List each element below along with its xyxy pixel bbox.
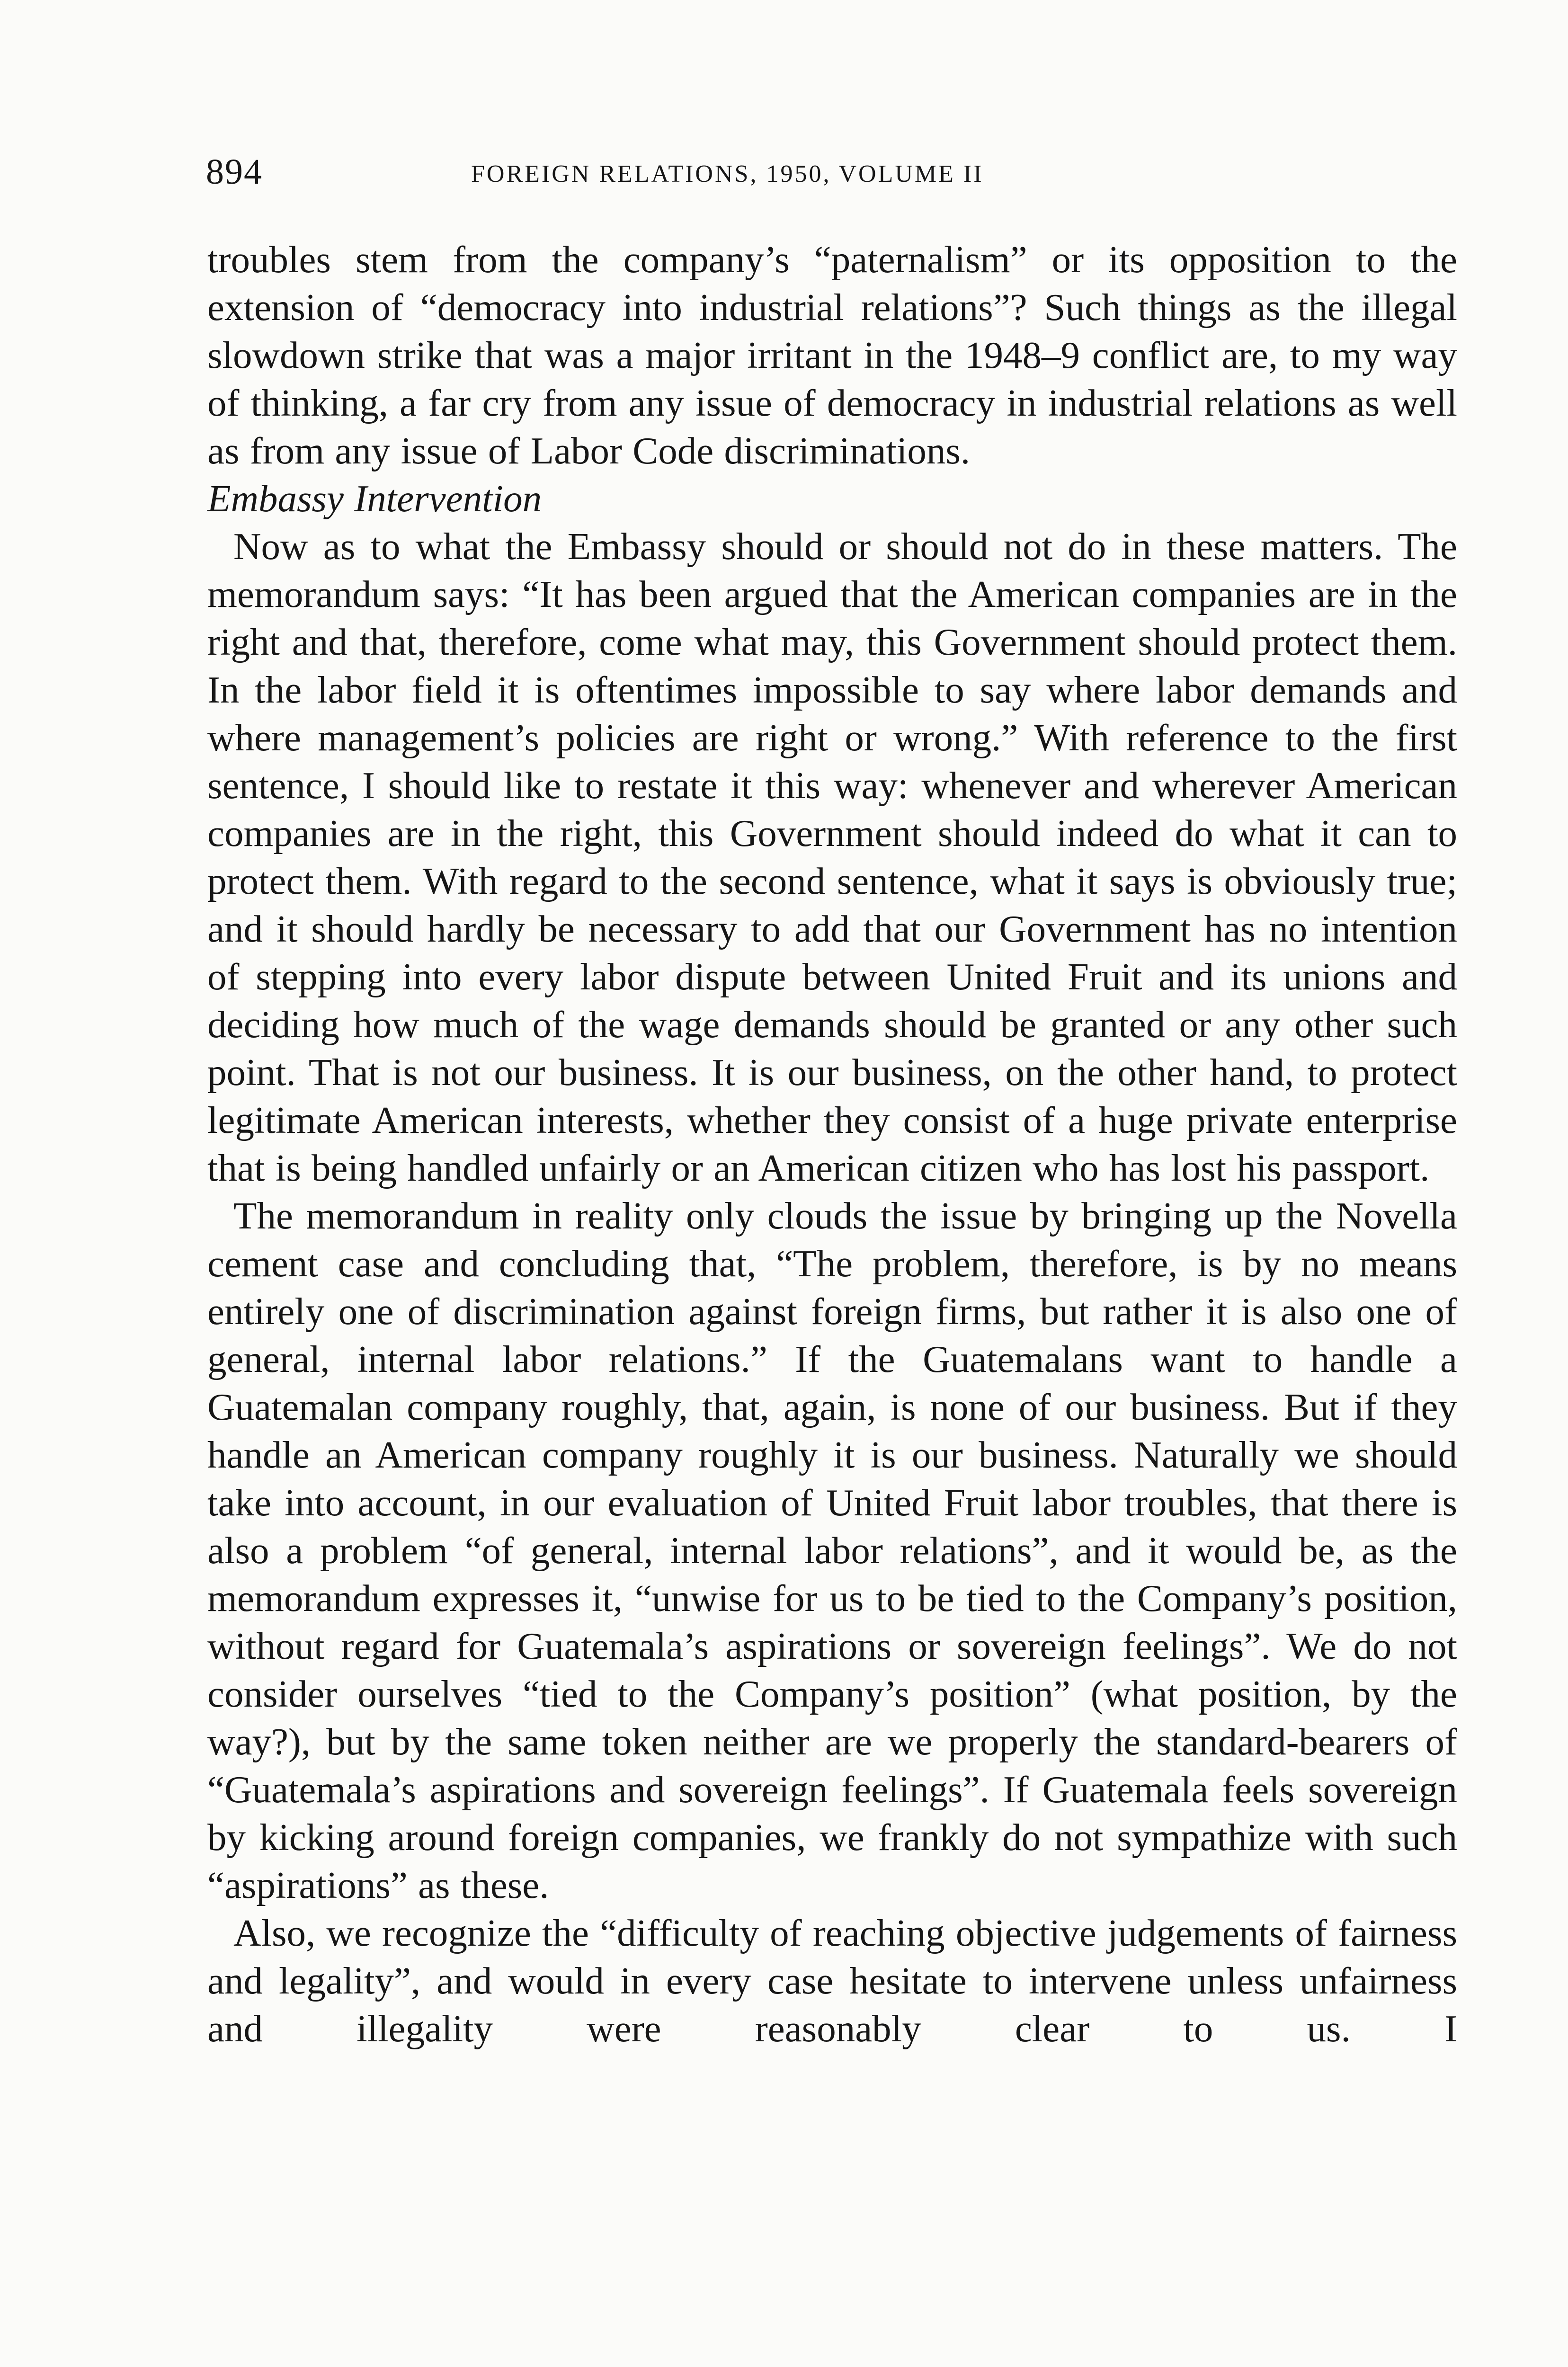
- page-number: 894: [206, 152, 263, 192]
- running-head: FOREIGN RELATIONS, 1950, VOLUME II: [471, 160, 984, 187]
- section-heading: Embassy Intervention: [207, 477, 542, 520]
- paragraph: The memorandum in reality only clouds the issue by bringing up the Novella cement case and concluding that, “The problem, therefore, is by no means entirely one of discrimination against foreign firms, but rather it is also one of general, internal labor relations.” If the Guatemalans want to handle a Guatemalan company roughly, that, again, is none of our business. But if they handle an American company roughly it is our business. Naturally we should take into account, in our evaluation of United Fruit labor troubles, that there is also a problem “of general, internal labor relations”, and it would be, as the memorandum expresses it, “unwise for us to be tied to the Company’s position, without regard for Guatemala’s aspirations or sovereign feelings”. We do not consider ourselves “tied to the Company’s position” (what position, by the way?), but by the same token neither are we properly the standard-bearers of “Guatemala’s aspirations and sovereign feelings”. If Guatemala feels sovereign by kicking around foreign companies, we frankly do not sympathize with such “aspirations” as these.: [207, 1194, 1457, 1906]
- paragraph: troubles stem from the company’s “paternalism” or its opposition to the extension of “democracy into industrial relations”? Such things as the illegal slowdown strike that was a major irritant in the 1948–9 conflict are, to my way of thinking, a far cry from any issue of democracy in industrial relations as well as from any issue of Labor Code discriminations.: [207, 238, 1457, 472]
- body-text: [207, 236, 1457, 2053]
- paragraph: Also, we recognize the “difficulty of reaching objective judgements of fairness and legality”, and would in every case hesitate to intervene unless unfairness and illegality were reasonably clear to us. I: [207, 1912, 1457, 2050]
- paragraph: Now as to what the Embassy should or should not do in these matters. The memorandum says: “It has been argued that the American companies are in the right and that, therefore, come what may, this Government should protect them. In the labor field it is oftentimes impossible to say where labor demands and where management’s policies are right or wrong.” With reference to the first sentence, I should like to restate it this way: whenever and wherever American companies are in the right, this Government should indeed do what it can to protect them. With regard to the second sentence, what it says is obviously true; and it should hardly be necessary to add that our Government has no intention of stepping into every labor dispute between United Fruit and its unions and deciding how much of the wage demands should be granted or any other such point. That is not our business. It is our business, on the other hand, to protect legitimate American interests, whether they consist of a huge private enterprise that is being handled unfairly or an American citizen who has lost his passport.: [207, 525, 1457, 1189]
- page-header: [206, 151, 1456, 193]
